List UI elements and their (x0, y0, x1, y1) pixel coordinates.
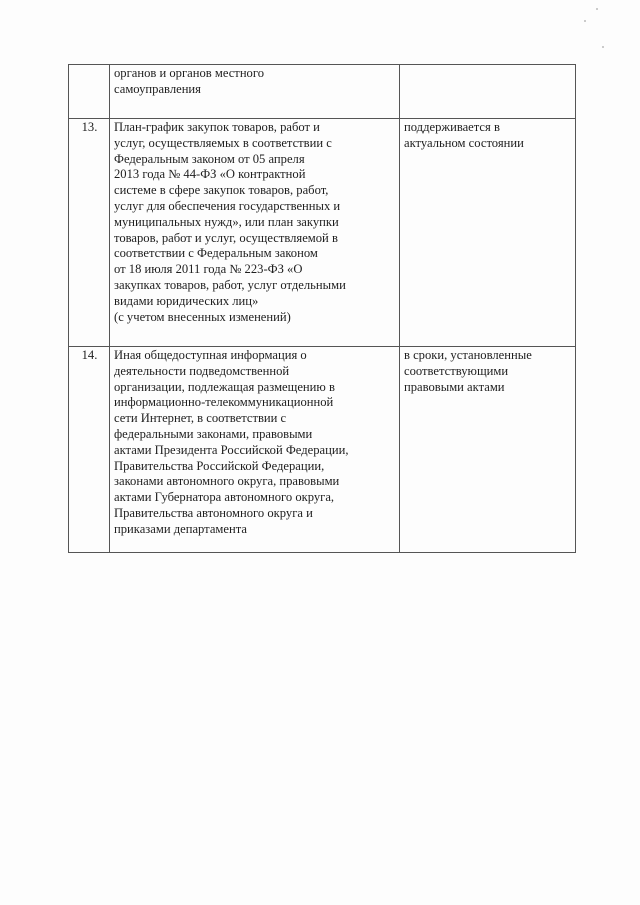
update-term-cell (400, 119, 576, 347)
description-line: приказами департамента (114, 521, 247, 536)
row-number-cell: 14. (69, 347, 110, 553)
description-line: соответствии с Федеральным законом (114, 246, 318, 261)
description-line: видами юридических лиц» (114, 293, 259, 308)
table-row (69, 65, 576, 119)
term-line: соответствующими (404, 363, 509, 378)
description-line: 2013 года № 44-ФЗ «О контрактной (114, 167, 306, 182)
description-line: Иная общедоступная информация о (114, 348, 307, 362)
description-line: Федеральным законом от 05 апреля (114, 151, 305, 166)
description-line: закупках товаров, работ, услуг отдельными (114, 277, 346, 292)
row-number-cell: 13. (69, 119, 110, 347)
description-line: организации, подлежащая размещению в (114, 379, 335, 394)
description-line: План-график закупок товаров, работ и (114, 120, 320, 134)
description-line: деятельности подведомственной (114, 363, 290, 378)
description-line: Правительства Российской Федерации, (114, 458, 325, 473)
item-description-cell (110, 347, 400, 553)
description-line: органов и органов местного (114, 66, 264, 80)
description-line: актами Президента Российской Федерации, (114, 442, 349, 457)
description-line: сети Интернет, в соответствии с (114, 411, 287, 426)
description-line: товаров, работ и услуг, осуществляемой в (114, 230, 338, 245)
description-line: информационно-телекоммуникационной (114, 395, 334, 410)
item-description-cell (110, 119, 400, 347)
description-line: федеральными законами, правовыми (114, 426, 313, 441)
scan-speck (602, 46, 604, 48)
update-term-cell (400, 65, 576, 119)
term-line: в сроки, установленные (404, 348, 532, 362)
description-line: (с учетом внесенных изменений) (114, 309, 291, 324)
description-line: системе в сфере закупок товаров, работ, (114, 183, 329, 198)
description-line: услуг для обеспечения государственных и (114, 198, 341, 213)
description-line: актами Губернатора автономного округа, (114, 490, 335, 505)
description-line: от 18 июля 2011 года № 223-ФЗ «О (114, 262, 303, 277)
document-table (68, 64, 576, 553)
term-line: поддерживается в (404, 120, 500, 134)
description-line: самоуправления (114, 81, 201, 96)
scan-speck (584, 20, 586, 22)
term-line: правовыми актами (404, 379, 505, 394)
term-line: актуальном состоянии (404, 135, 524, 150)
description-line: Правительства автономного округа и (114, 505, 313, 520)
table-row (69, 119, 576, 347)
scan-speck (596, 8, 598, 10)
update-term-cell (400, 347, 576, 553)
description-line: муниципальных нужд», или план закупки (114, 214, 339, 229)
description-line: услуг, осуществляемых в соответствии с (114, 135, 332, 150)
table-row (69, 347, 576, 553)
description-line: законами автономного округа, правовыми (114, 474, 340, 489)
item-description-cell (110, 65, 400, 119)
row-number-cell (69, 65, 110, 119)
